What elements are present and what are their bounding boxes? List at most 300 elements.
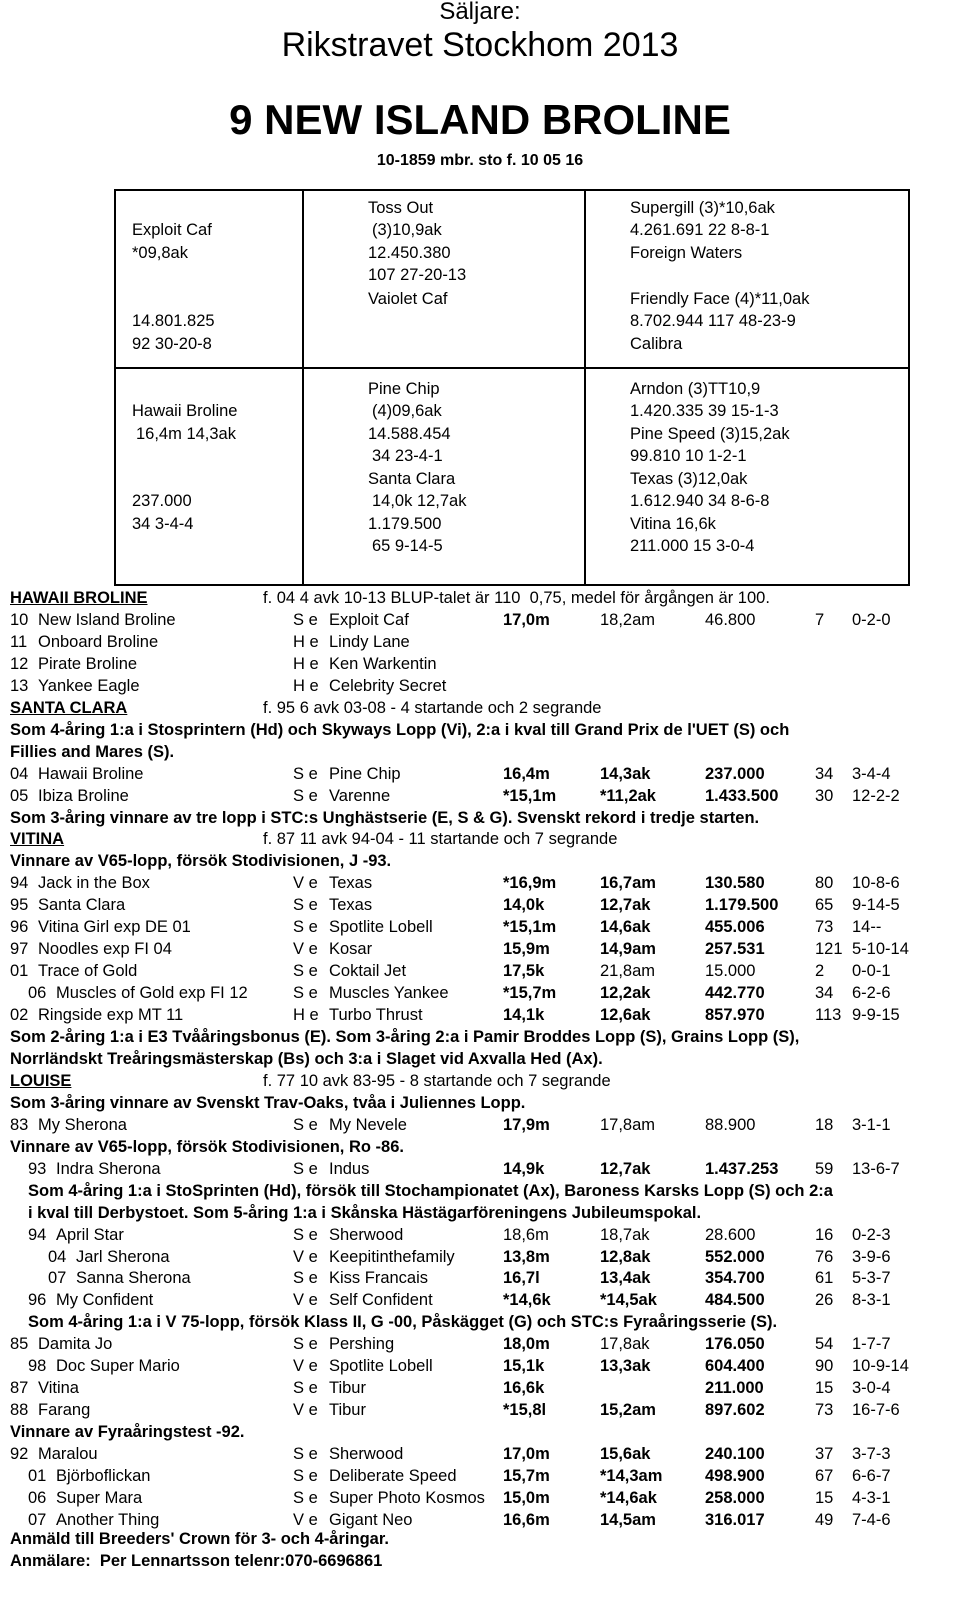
placings: 1-7-7 [852,1335,891,1354]
placings: 5-3-7 [852,1269,891,1288]
record-time-auto: *14,3am [600,1467,663,1485]
earnings: 604.400 [705,1357,765,1376]
birth-year: 04 [10,764,29,783]
offspring-row [0,1246,960,1268]
placings: 6-6-7 [852,1467,891,1485]
offspring-row [0,1333,960,1355]
record-time-auto: 18,2am [600,610,656,629]
offspring-name: Onboard Broline [38,632,159,651]
offspring-name: Maralou [38,1445,98,1464]
record-time-auto: 17,8ak [600,1335,650,1354]
birth-year: 85 [10,1335,29,1354]
birth-year: 02 [10,1006,29,1025]
starts: 15 [815,1379,834,1398]
record-time: 15,1k [503,1357,545,1376]
birth-year: 04 [48,1247,67,1266]
sex-sire-label: S e [293,984,318,1003]
record-time: *15,8l [503,1401,547,1420]
record-time-auto: 12,6ak [600,1006,651,1025]
offspring-name: April Star [56,1225,124,1244]
starts: 59 [815,1159,834,1178]
birth-year: 13 [10,676,29,695]
record-time-auto: 12,2ak [600,984,651,1003]
earnings: 88.900 [705,1115,756,1134]
birth-year: 98 [28,1357,47,1376]
record-time: 15,9m [503,940,550,959]
birth-year: 12 [10,654,29,673]
offspring-row [0,1399,960,1421]
note-line [0,1092,960,1114]
offspring-row [0,1465,960,1487]
placings: 3-9-6 [852,1247,891,1266]
dam-dam-sire-name: Texas (3)12,0ak [630,470,748,488]
dam-summary: f. 77 10 avk 83-95 - 8 startande och 7 segrande [263,1071,611,1090]
offspring-row [0,785,960,807]
birth-year: 93 [28,1159,47,1178]
pedigree-table [114,189,910,586]
record-time-auto: 15,2am [600,1401,656,1420]
dam-summary: f. 87 11 avk 94-04 - 11 startande och 7 segrande [263,830,618,849]
starts: 18 [815,1115,834,1134]
sex-sire-label: S e [293,1488,318,1507]
earnings: 46.800 [705,610,756,629]
sire-starts: 92 30-20-8 [132,335,212,353]
record-time-auto: 16,7am [600,874,656,893]
placings: 13-6-7 [852,1159,900,1178]
pedigree-divider [584,191,586,584]
dam-name: Hawaii Broline [132,402,238,420]
offspring-name: Super Mara [56,1488,143,1507]
birth-year: 83 [10,1115,29,1134]
note-text: Som 4-åring 1:a i StoSprinten (Hd), försök till Stochampionatet (Ax), Baroness Karsks Lopp (S) och 2:a [28,1181,833,1200]
birth-year: 06 [28,984,47,1003]
dam-sire-name: Pine Chip [368,380,440,398]
dam-dam-dam-info: 211.000 15 3-0-4 [630,537,755,555]
birth-year: 06 [28,1488,47,1507]
record-time: 16,6k [503,1379,545,1398]
offspring-row [0,653,960,675]
dam-dam-dam-name: Vitina 16,6k [630,515,716,533]
record-time: 18,0m [503,1335,550,1354]
record-time-auto: 15,6ak [600,1445,651,1464]
earnings: 15.000 [705,962,756,981]
sex-sire-label: H e [293,1006,319,1025]
seller-label: Säljare: [439,0,521,25]
note-line [0,1026,960,1048]
sire-name: Kiss Francais [329,1269,429,1288]
birth-year: 01 [28,1467,47,1485]
sire-name: My Nevele [329,1115,407,1134]
note-text: Som 4-åring 1:a i V 75-lopp, försök Klass II, G -00, Påskägget (G) och STC:s Fyraåringsserie (S). [28,1313,778,1332]
dam-record: 16,4m 14,3ak [136,425,236,443]
sire-sire-sire-info: 4.261.691 22 8-8-1 [630,221,770,239]
offspring-name: Vitina [38,1379,79,1398]
offspring-row [0,763,960,785]
sire-dam-name: Vaiolet Caf [368,290,448,308]
event-title: Rikstravet Stockhom 2013 [281,26,679,64]
record-time: 17,9m [503,1115,550,1134]
sire-name: Texas [329,874,373,893]
starts: 121 [815,940,843,959]
offspring-row [0,1004,960,1026]
placings: 3-7-3 [852,1445,891,1464]
record-time: 15,0m [503,1488,550,1507]
sire-name: Spotlite Lobell [329,1357,433,1376]
birth-year: 92 [10,1445,29,1464]
dam-money: 237.000 [132,492,192,510]
placings: 0-2-3 [852,1225,891,1244]
offspring-row [0,675,960,697]
offspring-name: Damita Jo [38,1335,113,1354]
sire-name: Exploit Caf [329,610,409,629]
record-time: 16,4m [503,764,550,783]
horse-info: 10-1859 mbr. sto f. 10 05 16 [376,152,584,169]
note-line [0,1136,960,1158]
sire-sire-record: (3)10,9ak [372,221,442,239]
record-time: 17,5k [503,962,545,981]
birth-year: 96 [10,918,29,937]
dam-name: LOUISE [10,1071,72,1090]
note-line [0,1180,960,1202]
note-line [0,1202,960,1224]
note-text: Vinnare av V65-lopp, försök Stodivisionen, Ro -86. [10,1137,404,1156]
offspring-row [0,609,960,631]
earnings: 484.500 [705,1291,765,1310]
starts: 34 [815,764,834,783]
offspring-row [0,982,960,1004]
offspring-row [0,1355,960,1377]
record-time-auto: 12,7ak [600,1159,651,1178]
note-text: Som 2-åring 1:a i E3 Tvååringsbonus (E). Som 3-åring 2:a i Pamir Broddes Lopp (S), Grains Lopp (S), [10,1028,800,1046]
placings: 3-4-4 [852,764,891,783]
sex-sire-label: S e [293,1269,318,1288]
record-time: 14,1k [503,1006,545,1025]
dam-dam-starts: 65 9-14-5 [372,537,443,555]
record-time-auto: 13,3ak [600,1357,651,1376]
pedigree-divider [116,367,908,369]
offspring-row [0,916,960,938]
birth-year: 01 [10,962,29,981]
sire-name: Ken Warkentin [329,654,437,673]
starts: 2 [815,962,825,981]
sire-name: Sherwood [329,1225,404,1244]
offspring-name: Jarl Sherona [76,1247,170,1266]
placings: 10-9-14 [852,1357,909,1376]
note-text: i kval till Derbystoet. Som 5-åring 1:a i Skånska Hästägarföreningens Jubileumspokal. [28,1203,702,1222]
offspring-row [0,1443,960,1465]
sire-record: *09,8ak [132,244,188,262]
birth-year: 96 [28,1291,47,1310]
starts: 7 [815,610,825,629]
offspring-row [0,1158,960,1180]
sire-name: Super Photo Kosmos [329,1488,485,1507]
sex-sire-label: S e [293,918,318,937]
placings: 3-0-4 [852,1379,891,1398]
sire-name: Texas [329,896,373,915]
sex-sire-label: S e [293,1335,318,1354]
starts: 16 [815,1225,834,1244]
record-time-auto: 14,6ak [600,918,651,937]
starts: 80 [815,874,834,893]
record-time: *14,6k [503,1291,551,1310]
sire-dam-sire-info: 8.702.944 117 48-23-9 [630,312,796,330]
sex-sire-label: H e [293,654,319,673]
sex-sire-label: V e [293,1510,318,1529]
placings: 14-- [852,918,882,937]
starts: 73 [815,918,834,937]
starts: 61 [815,1269,834,1288]
offspring-name: Indra Sherona [56,1159,161,1178]
earnings: 316.017 [705,1510,765,1529]
note-line [0,850,960,872]
offspring-row [0,1267,960,1289]
sex-sire-label: S e [293,1159,318,1178]
birth-year: 05 [10,786,29,805]
offspring-name: Yankee Eagle [38,676,140,695]
sire-name: Tibur [329,1379,366,1398]
offspring-row [0,1224,960,1246]
starts: 90 [815,1357,834,1376]
sire-sire-dam-name: Foreign Waters [630,244,743,262]
earnings: 28.600 [705,1225,756,1244]
placings: 0-2-0 [852,610,891,629]
birth-year: 87 [10,1379,29,1398]
starts: 15 [815,1488,834,1507]
birth-year: 94 [10,874,29,893]
sire-name: Pine Chip [329,764,401,783]
starts: 67 [815,1467,834,1485]
offspring-row [0,872,960,894]
sire-name: Muscles Yankee [329,984,449,1003]
placings: 5-10-14 [852,940,909,959]
offspring-name: Ringside exp MT 11 [38,1006,184,1025]
offspring-name: Ibiza Broline [38,786,129,805]
sire-name: Lindy Lane [329,632,410,651]
dam-dam-record: 14,0k 12,7ak [372,492,467,510]
record-time-auto: 13,4ak [600,1269,651,1288]
placings: 3-1-1 [852,1115,891,1134]
placings: 7-4-6 [852,1510,891,1529]
earnings: 176.050 [705,1335,765,1354]
note-line [0,1048,960,1070]
sex-sire-label: V e [293,1401,318,1420]
placings: 8-3-1 [852,1291,891,1310]
note-text: Som 4-åring 1:a i Stosprintern (Hd) och Skyways Lopp (Vi), 2:a i kval till Grand Prix de l'UET (S) och [10,720,790,739]
offspring-name: Trace of Gold [38,962,138,981]
offspring-name: My Confident [56,1291,154,1310]
offspring-row [0,938,960,960]
record-time: 13,8m [503,1247,550,1266]
offspring-name: Sanna Sherona [76,1269,191,1288]
sex-sire-label: S e [293,786,318,805]
sex-sire-label: S e [293,1445,318,1464]
earnings: 552.000 [705,1247,765,1266]
dam-sire-dam-info: 99.810 10 1-2-1 [630,447,747,465]
birth-year: 88 [10,1401,29,1420]
dam-section-header [0,587,960,609]
record-time-auto: *14,6ak [600,1488,657,1507]
starts: 73 [815,1401,834,1420]
record-time: 16,6m [503,1510,550,1529]
note-line [0,807,960,829]
earnings: 442.770 [705,984,765,1003]
sex-sire-label: S e [293,1379,318,1398]
offspring-name: Santa Clara [38,896,126,915]
record-time: 15,7m [503,1467,550,1485]
record-time: 14,9k [503,1159,545,1178]
offspring-row [0,1377,960,1399]
sire-name: Deliberate Speed [329,1467,457,1485]
sire-name: Turbo Thrust [329,1006,423,1025]
sire-name: Gigant Neo [329,1510,413,1529]
footer-contact: Anmälare: Per Lennartsson telenr:070-6696861 [10,1552,383,1570]
starts: 49 [815,1510,834,1529]
sire-sire-money: 12.450.380 [368,244,451,262]
dam-section-header [0,697,960,719]
record-time-auto: 14,5am [600,1510,656,1529]
offspring-name: Pirate Broline [38,654,138,673]
placings: 9-14-5 [852,896,900,915]
birth-year: 07 [48,1269,67,1288]
sire-name: Celebrity Secret [329,676,447,695]
placings: 6-2-6 [852,984,891,1003]
sire-name: Indus [329,1159,370,1178]
offspring-name: Another Thing [56,1510,160,1529]
earnings: 1.437.253 [705,1159,779,1178]
record-time-auto: *14,5ak [600,1291,657,1310]
record-time: *15,7m [503,984,557,1003]
sire-name: Keepitinthefamily [329,1247,455,1266]
dam-sire-record: (4)09,6ak [372,402,442,420]
record-time: 17,0m [503,1445,550,1464]
earnings: 130.580 [705,874,765,893]
note-text: Fillies and Mares (S). [10,742,175,761]
placings: 10-8-6 [852,874,900,893]
note-line [0,1311,960,1333]
note-text: Vinnare av Fyraåringstest -92. [10,1423,245,1442]
note-text: Norrländskt Treåringsmästerskap (Bs) och 3:a i Slaget vid Axvalla Hed (Ax). [10,1049,603,1068]
sire-name: Sherwood [329,1445,404,1464]
footer-entry: Anmäld till Breeders' Crown för 3- och 4-åringar. [10,1530,389,1548]
dam-dam-money: 1.179.500 [368,515,442,533]
dam-sire-sire-name: Arndon (3)TT10,9 [630,380,761,398]
earnings: 897.602 [705,1401,765,1420]
sire-name: Spotlite Lobell [329,918,433,937]
pedigree-divider [302,191,304,584]
placings: 12-2-2 [852,786,900,805]
dam-summary: f. 04 4 avk 10-13 BLUP-talet är 110 0,75, medel för årgången är 100. [263,589,770,607]
offspring-name: Björboflickan [56,1467,151,1485]
note-line [0,719,960,741]
starts: 37 [815,1445,834,1464]
sex-sire-label: V e [293,1247,318,1266]
sex-sire-label: S e [293,1115,318,1134]
earnings: 354.700 [705,1269,765,1288]
earnings: 455.006 [705,918,765,937]
record-time-auto: 17,8am [600,1115,656,1134]
dam-sire-sire-info: 1.420.335 39 15-1-3 [630,402,779,420]
sex-sire-label: S e [293,962,318,981]
dam-sire-money: 14.588.454 [368,425,451,443]
birth-year: 11 [10,632,28,651]
dam-section-header [0,828,960,850]
dam-section-header [0,1070,960,1092]
sex-sire-label: V e [293,1291,318,1310]
sex-sire-label: S e [293,1467,318,1485]
starts: 113 [815,1006,842,1025]
record-time: *16,9m [503,874,557,893]
record-time-auto: 21,8am [600,962,656,981]
offspring-name: New Island Broline [38,610,176,629]
dam-starts: 34 3-4-4 [132,515,194,533]
starts: 26 [815,1291,834,1310]
dam-name: HAWAII BROLINE [10,589,148,607]
earnings: 1.433.500 [705,786,779,805]
birth-year: 94 [28,1225,47,1244]
sex-sire-label: S e [293,896,318,915]
sire-name: Varenne [329,786,391,805]
record-time-auto: 18,7ak [600,1225,650,1244]
note-text: Som 3-åring vinnare av Svenskt Trav-Oaks, tvåa i Juliennes Lopp. [10,1093,526,1112]
earnings: 857.970 [705,1006,765,1025]
starts: 54 [815,1335,834,1354]
sex-sire-label: S e [293,1225,318,1244]
offspring-name: Farang [38,1401,91,1420]
record-time-auto: 14,9am [600,940,656,959]
sire-money: 14.801.825 [132,312,215,330]
note-line [0,1421,960,1443]
dam-dam-sire-info: 1.612.940 34 8-6-8 [630,492,770,510]
dam-sire-starts: 34 23-4-1 [372,447,443,465]
sire-name: Kosar [329,940,373,959]
earnings: 257.531 [705,940,765,959]
sex-sire-label: S e [293,764,318,783]
sire-name: Pershing [329,1335,395,1354]
record-time-auto: 14,3ak [600,764,651,783]
offspring-name: Vitina Girl exp DE 01 [38,918,191,937]
note-text: Som 3-åring vinnare av tre lopp i STC:s Unghästserie (E, S & G). Svenskt rekord i tredje starten. [10,808,760,827]
birth-year: 10 [10,610,29,629]
placings: 9-9-15 [852,1006,900,1025]
birth-year: 07 [28,1510,47,1529]
sire-name: Coktail Jet [329,962,407,981]
offspring-row [0,960,960,982]
earnings: 498.900 [705,1467,765,1485]
record-time: 18,6m [503,1225,549,1244]
horse-title: 9 NEW ISLAND BROLINE [229,96,731,143]
record-time-auto: 12,7ak [600,896,651,915]
sire-name: Self Confident [329,1291,433,1310]
record-time-auto: *11,2ak [600,786,656,805]
record-time-auto: 12,8ak [600,1247,651,1266]
record-time: 17,0m [503,610,550,629]
sire-dam-sire-name: Friendly Face (4)*11,0ak [630,290,810,308]
birth-year: 95 [10,896,29,915]
earnings: 237.000 [705,764,765,783]
note-text: Vinnare av V65-lopp, försök Stodivisionen, J -93. [10,852,392,871]
sex-sire-label: V e [293,1357,318,1376]
offspring-name: Jack in the Box [38,874,150,893]
starts: 34 [815,984,834,1003]
note-line [0,741,960,763]
sex-sire-label: H e [293,676,319,695]
dam-summary: f. 95 6 avk 03-08 - 4 startande och 2 segrande [263,698,602,717]
offspring-row [0,1289,960,1311]
sire-dam-dam-name: Calibra [630,335,683,353]
placings: 4-3-1 [852,1488,891,1507]
earnings: 240.100 [705,1445,765,1464]
sex-sire-label: V e [293,940,318,959]
